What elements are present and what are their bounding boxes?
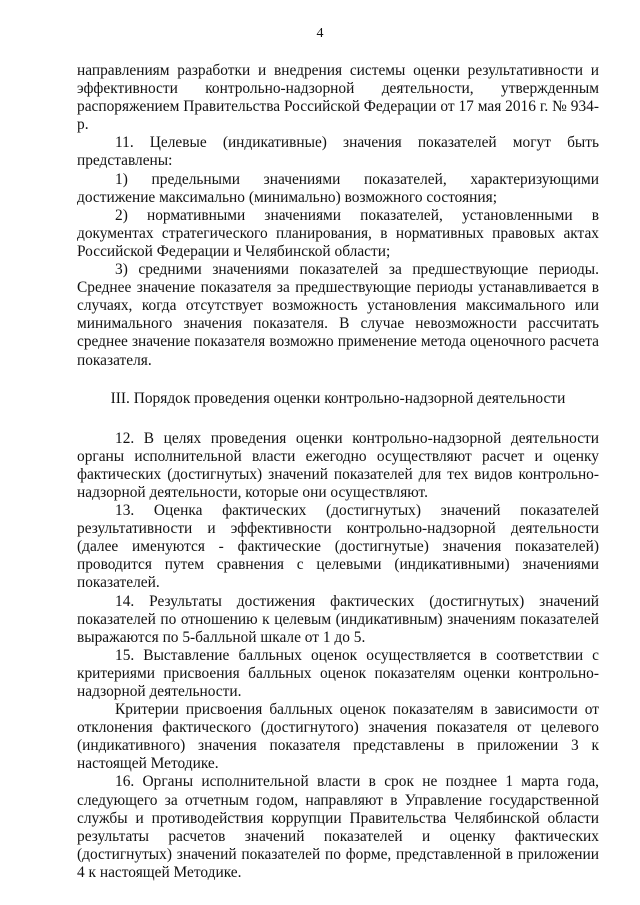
paragraph-continuation: направлениям разработки и внедрения системы оценки результативности и эффективности контрольно-надзорной деятельности, утвержденным распоряжением Правительства Российской Федерации от 17 мая 2016 г. № 934-р.	[77, 62, 599, 134]
paragraph-11-item-1: 1) предельными значениями показателей, характеризующими достижение максимально (минимально) возможного состояния;	[77, 170, 599, 206]
paragraph-12: 12. В целях проведения оценки контрольно-надзорной деятельности органы исполнительной власти ежегодно осуществляют расчет и оценку фактических (достигнутых) значений показателей для тех видов контрольно-надзорной деятельности, которые они осуществляют.	[77, 429, 599, 501]
paragraph-13: 13. Оценка фактических (достигнутых) значений показателей результативности и эффективности контрольно-надзорной деятельности (далее именуются - фактические (достигнутые) значения показателей) проводится путем сравнения с целевыми (индикативными) значениями показателей.	[77, 502, 599, 592]
paragraph-16: 16. Органы исполнительной власти в срок не позднее 1 марта года, следующего за отчетным годом, направляют в Управление государственной службы и противодействия коррупции Правительства Челябинской области результаты расчетов значений показателей и оценку фактических (достигнутых) значений показателей по форме, представленной в приложении 4 к настоящей Методике.	[77, 773, 599, 881]
paragraph-11-item-2: 2) нормативными значениями показателей, установленными в документах стратегического планирования, в нормативных правовых актах Российской Федерации и Челябинской области;	[77, 206, 599, 260]
paragraph-11: 11. Целевые (индикативные) значения показателей могут быть представлены:	[77, 134, 599, 170]
document-body	[77, 62, 599, 882]
paragraph-15: 15. Выставление балльных оценок осуществляется в соответствии с критериями присвоения балльных оценок показателям оценки контрольно-надзорной деятельности.	[77, 646, 599, 700]
section-heading: III. Порядок проведения оценки контрольно-надзорной деятельности	[110, 389, 566, 407]
paragraph-11-item-3: 3) средними значениями показателей за предшествующие периоды. Среднее значение показателя за предшествующие периоды устанавливается в случаях, когда отсутствует возможность установления максимального или минимального значения показателя. В случае невозможности рассчитать среднее значение показателя возможно применение метода оценочного расчета показателя.	[77, 261, 599, 369]
paragraph-15-criteria: Критерии присвоения балльных оценок показателям в зависимости от отклонения фактического (достигнутого) значения показателя от целевого (индикативного) значения показателя представлены в приложении 3 к настоящей Методике.	[77, 701, 599, 773]
paragraph-14: 14. Результаты достижения фактических (достигнутых) значений показателей по отношению к целевым (индикативным) значениям показателей выражаются по 5-балльной шкале от 1 до 5.	[77, 592, 599, 646]
page-number: 4	[316, 26, 324, 41]
